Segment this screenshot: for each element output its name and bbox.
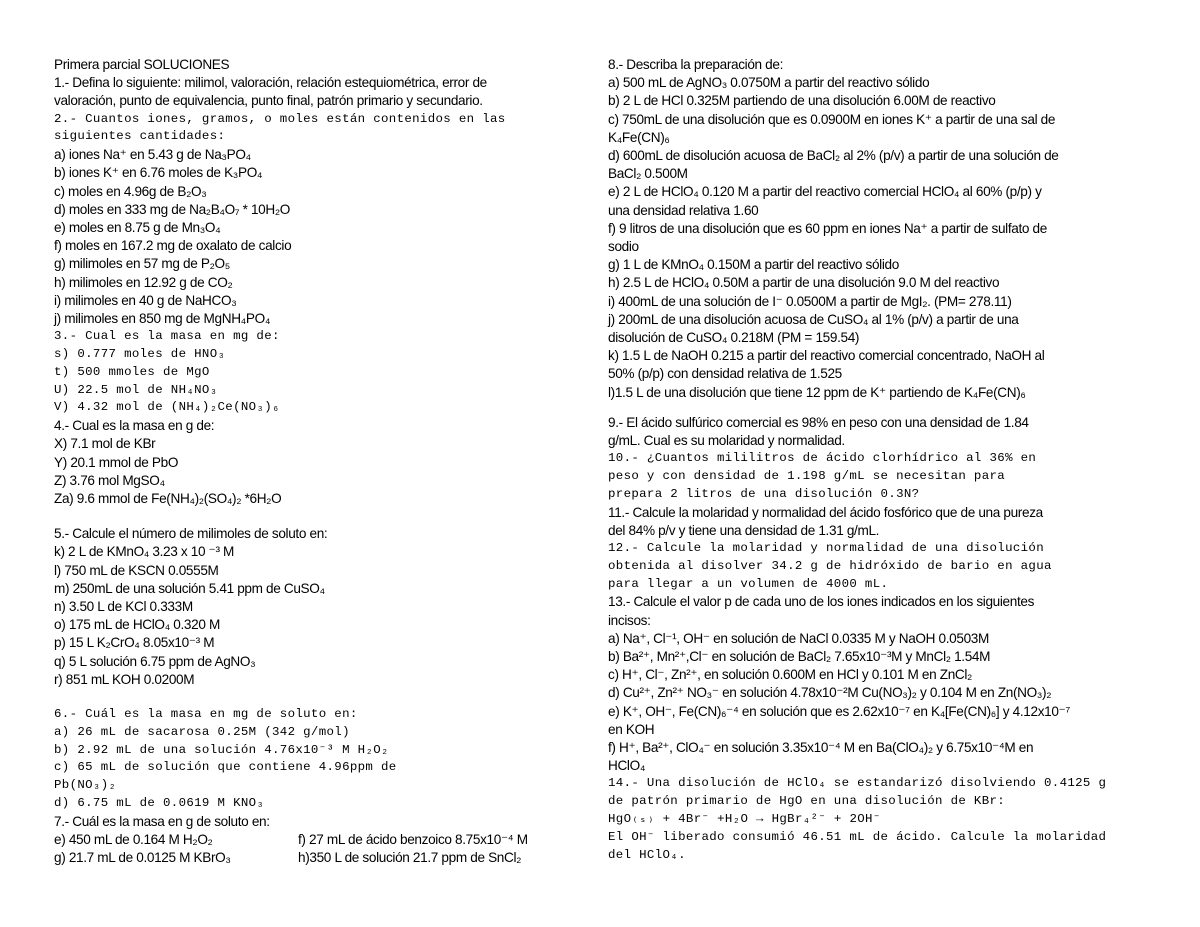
right-column xyxy=(608,56,1148,864)
item-2d: d) moles en 333 mg de Na₂B₄O₇ * 10H₂O xyxy=(54,201,291,217)
item-2b: b) iones K⁺ en 6.76 moles de K₃PO₄ xyxy=(54,165,263,181)
question-11: 11.- Calcule la molaridad y normalidad del ácido fosfórico que de una pureza xyxy=(608,504,1043,520)
question-14-equation: HgO₍ₛ₎ + 4Br⁻ +H₂O → HgBr₄²⁻ + 2OH⁻ xyxy=(608,812,881,827)
spacer xyxy=(54,508,574,525)
item-6d: d) 6.75 mL de 0.0619 M KNO₃ xyxy=(54,796,265,811)
question-12: 12.- Calcule la molaridad y normalidad de una disolución xyxy=(608,541,1044,556)
question-14: 14.- Una disolución de HClO₄ se estandarizó disolviendo 0.4125 g xyxy=(608,776,1107,791)
item-13f: f) H⁺, Ba²⁺, ClO₄⁻ en solución 3.35x10⁻⁴ M en Ba(ClO₄)₂ y 6.75x10⁻⁴M en xyxy=(608,740,1034,756)
item-13c: c) H⁺, Cl⁻, Zn²⁺, en solución 0.600M en HCl y 0.101 M en ZnCl₂ xyxy=(608,667,972,683)
item-13d: d) Cu²⁺, Zn²⁺ NO₃⁻ en solución 4.78x10⁻²M Cu(NO₃)₂ y 0.104 M en Zn(NO₃)₂ xyxy=(608,685,1052,701)
question-1-cont: valoración, punto de equivalencia, punto final, patrón primario y secundario. xyxy=(54,93,483,109)
item-6a: a) 26 mL de sacarosa 0.25M (342 g/mol) xyxy=(54,724,350,739)
item-8d: d) 600mL de disolución acuosa de BaCl₂ al 2% (p/v) a partir de una solución de xyxy=(608,148,1059,164)
item-13e-cont: en KOH xyxy=(608,721,655,737)
item-8c: c) 750mL de una disolución que es 0.0900M en iones K⁺ a partir de una sal de xyxy=(608,111,1056,127)
item-7g: g) 21.7 mL de 0.0125 M KBrO₃ xyxy=(54,850,231,866)
question-3: 3.- Cual es la masa en mg de: xyxy=(54,329,280,344)
item-5r: r) 851 mL KOH 0.0200M xyxy=(54,671,195,687)
question-8: 8.- Describa la preparación de: xyxy=(608,57,784,72)
item-6c-cont: Pb(NO₃)₂ xyxy=(54,778,117,793)
question-13: 13.- Calcule el valor p de cada uno de los iones indicados en los siguientes xyxy=(608,594,1035,610)
item-4z: Z) 3.76 mol MgSO₄ xyxy=(54,472,165,488)
question-10-cont-2: prepara 2 litros de una disolución 0.3N? xyxy=(608,486,920,501)
item-7e: e) 450 mL de 0.164 M H₂O₂ xyxy=(54,832,213,848)
item-8e: e) 2 L de HClO₄ 0.120 M a partir del reactivo comercial HClO₄ al 60% (p/p) y xyxy=(608,184,1042,200)
item-13e: e) K⁺, OH⁻, Fe(CN)₆⁻⁴ en solución que es 2.62x10⁻⁷ en K₄[Fe(CN)₆] y 4.12x10⁻⁷ xyxy=(608,703,1070,719)
item-2h: h) milimoles en 12.92 g de CO₂ xyxy=(54,274,233,290)
exam-title: Primera parcial SOLUCIONES xyxy=(54,57,230,72)
question-14-cont-3: del HClO₄. xyxy=(608,847,686,862)
item-5q: q) 5 L solución 6.75 ppm de AgNO₃ xyxy=(54,653,256,669)
item-7h: h)350 L de solución 21.7 ppm de SnCl₂ xyxy=(298,850,522,866)
item-2g: g) milimoles en 57 mg de P₂O₅ xyxy=(54,256,230,272)
question-7: 7.- Cuál es la masa en g de soluto en: xyxy=(54,813,270,829)
item-8g: g) 1 L de KMnO₄ 0.150M a partir del reactivo sólido xyxy=(608,257,899,273)
items-7ef xyxy=(54,831,574,849)
item-5m: m) 250mL de una solución 5.41 ppm de CuSO₄ xyxy=(54,580,325,596)
item-13b: b) Ba²⁺, Mn²⁺,Cl⁻ en solución de BaCl₂ 7.65x10⁻³M y MnCl₂ 1.54M xyxy=(608,649,991,665)
item-5o: o) 175 mL de HClO₄ 0.320 M xyxy=(54,617,220,633)
item-13f-cont: HClO₄ xyxy=(608,758,646,774)
left-column xyxy=(54,56,574,867)
item-4x: X) 7.1 mol de KBr xyxy=(54,436,156,452)
item-3t: t) 500 mmoles de MgO xyxy=(54,364,210,379)
items-7gh xyxy=(54,849,574,867)
item-8e-cont: una densidad relativa 1.60 xyxy=(608,202,759,218)
item-8k-cont: 50% (p/p) con densidad relativa de 1.525 xyxy=(608,366,842,382)
item-8b: b) 2 L de HCl 0.325M partiendo de una disolución 6.00M de reactivo xyxy=(608,93,996,109)
item-5k: k) 2 L de KMnO₄ 3.23 x 10 ⁻³ M xyxy=(54,544,235,560)
item-8h: h) 2.5 L de HClO₄ 0.50M a partir de una disolución 9.0 M del reactivo xyxy=(608,275,1000,291)
question-13-cont: incisos: xyxy=(608,612,651,628)
question-11-cont: del 84% p/v y tiene una densidad de 1.31 g/mL. xyxy=(608,522,880,538)
spacer xyxy=(608,402,1148,414)
spacer xyxy=(54,689,574,706)
item-8d-cont: BaCl₂ 0.500M xyxy=(608,166,688,182)
question-12-cont-2: para llegar a un volumen de 4000 mL. xyxy=(608,576,889,591)
item-8k: k) 1.5 L de NaOH 0.215 a partir del reactivo comercial concentrado, NaOH al xyxy=(608,348,1045,364)
item-2i: i) milimoles en 40 g de NaHCO₃ xyxy=(54,292,237,308)
item-3s: s) 0.777 moles de HNO₃ xyxy=(54,347,226,362)
question-2-cont: siguientes cantidades: xyxy=(54,129,226,144)
question-10-cont-1: peso y con densidad de 1.198 g/mL se necesitan para xyxy=(608,469,1006,484)
item-13a: a) Na⁺, Cl⁻¹, OH⁻ en solución de NaCl 0.0335 M y NaOH 0.0503M xyxy=(608,630,989,646)
item-8a: a) 500 mL de AgNO₃ 0.0750M a partir del reactivo sólido xyxy=(608,75,930,91)
item-5l: l) 750 mL de KSCN 0.0555M xyxy=(54,562,219,578)
item-8i: i) 400mL de una solución de I⁻ 0.0500M a partir de MgI₂. (PM= 278.11) xyxy=(608,293,1012,309)
item-2a: a) iones Na⁺ en 5.43 g de Na₃PO₄ xyxy=(54,147,251,163)
question-12-cont-1: obtenida al disolver 34.2 g de hidróxido de bario en agua xyxy=(608,558,1052,573)
item-6c: c) 65 mL de solución que contiene 4.96ppm de xyxy=(54,760,397,775)
question-4: 4.- Cual es la masa en g de: xyxy=(54,418,215,434)
item-8c-cont: K₄Fe(CN)₆ xyxy=(608,129,670,145)
question-14-cont-2: El OH⁻ liberado consumió 46.51 mL de ácido. Calcule la molaridad xyxy=(608,829,1107,844)
item-8f: f) 9 litros de una disolución que es 60 ppm en iones Na⁺ a partir de sulfato de xyxy=(608,220,1047,236)
question-5: 5.- Calcule el número de milimoles de soluto en: xyxy=(54,526,328,542)
item-7f: f) 27 mL de ácido benzoico 8.75x10⁻⁴ M xyxy=(298,832,528,848)
question-10: 10.- ¿Cuantos mililitros de ácido clorhídrico al 36% en xyxy=(608,451,1037,466)
item-3v: V) 4.32 mol de (NH₄)₂Ce(NO₃)₆ xyxy=(54,400,280,415)
item-8j: j) 200mL de una disolución acuosa de CuSO₄ al 1% (p/v) a partir de una xyxy=(608,311,1019,327)
question-6: 6.- Cuál es la masa en mg de soluto en: xyxy=(54,707,358,722)
item-8l: l)1.5 L de una disolución que tiene 12 ppm de K⁺ partiendo de K₄Fe(CN)₆ xyxy=(608,384,1026,400)
question-14-cont: de patrón primario de HgO en una disolución de KBr: xyxy=(608,794,1006,809)
item-6b: b) 2.92 mL de una solución 4.76x10⁻³ M H₂O₂ xyxy=(54,742,389,757)
item-8f-cont: sodio xyxy=(608,239,639,255)
question-9-cont: g/mL. Cual es su molaridad y normalidad. xyxy=(608,433,845,449)
question-1: 1.- Defina lo siguiente: milimol, valoración, relación estequiométrica, error de xyxy=(54,75,487,91)
item-4za: Za) 9.6 mmol de Fe(NH₄)₂(SO₄)₂ *6H₂O xyxy=(54,491,282,507)
item-4y: Y) 20.1 mmol de PbO xyxy=(54,454,179,470)
item-3u: U) 22.5 mol de NH₄NO₃ xyxy=(54,382,218,397)
item-5p: p) 15 L K₂CrO₄ 8.05x10⁻³ M xyxy=(54,635,215,651)
question-9: 9.- El ácido sulfúrico comercial es 98% en peso con una densidad de 1.84 xyxy=(608,414,1029,430)
item-2j: j) milimoles en 850 mg de MgNH₄PO₄ xyxy=(54,311,271,327)
item-8j-cont: disolución de CuSO₄ 0.218M (PM = 159.54) xyxy=(608,330,860,346)
item-2c: c) moles en 4.96g de B₂O₃ xyxy=(54,183,207,199)
item-2f: f) moles en 167.2 mg de oxalato de calcio xyxy=(54,238,292,254)
item-2e: e) moles en 8.75 g de Mn₃O₄ xyxy=(54,220,221,236)
question-2: 2.- Cuantos iones, gramos, o moles están contenidos en las xyxy=(54,111,506,126)
item-5n: n) 3.50 L de KCl 0.333M xyxy=(54,599,193,615)
